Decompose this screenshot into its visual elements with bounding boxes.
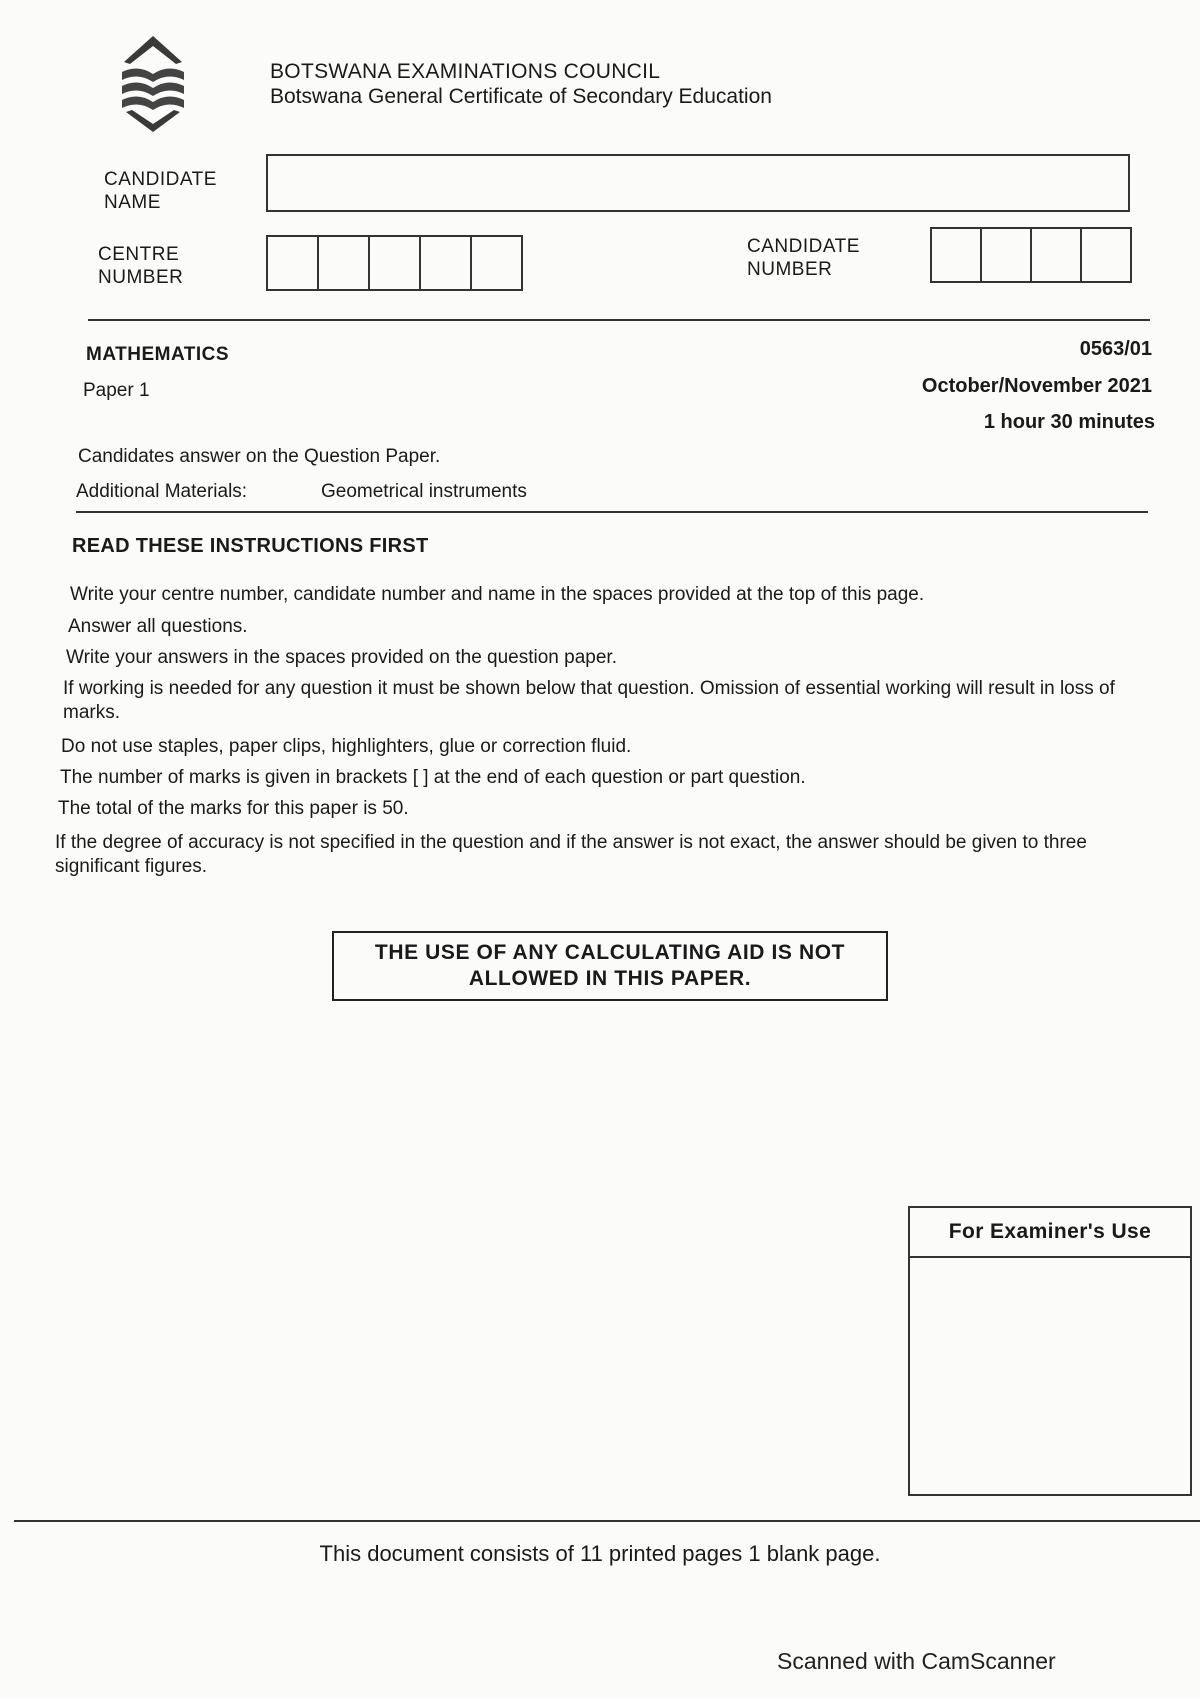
digit-box[interactable] [268, 237, 319, 289]
exam-duration: 1 hour 30 minutes [983, 411, 1155, 433]
page-count-note: This document consists of 11 printed pages 1 blank page. [319, 1541, 881, 1566]
digit-box[interactable] [421, 237, 472, 289]
centre-number-label: CENTRE NUMBER [98, 244, 184, 288]
candidate-number-label: CANDIDATE NUMBER [747, 236, 860, 280]
digit-box[interactable] [472, 237, 521, 289]
digit-box[interactable] [370, 237, 421, 289]
certificate-name: Botswana General Certificate of Secondary Education [270, 85, 772, 108]
paper-number: Paper 1 [83, 380, 150, 401]
instruction-line: The number of marks is given in brackets [ ] at the end of each question or part question. [60, 767, 806, 788]
camscanner-watermark: Scanned with CamScanner [777, 1648, 1056, 1674]
divider [88, 319, 1150, 321]
additional-materials-value: Geometrical instruments [321, 481, 527, 502]
instruction-line: Write your answers in the spaces provided on the question paper. [66, 647, 617, 668]
instruction-line: The total of the marks for this paper is 50. [58, 798, 409, 819]
digit-box[interactable] [1032, 229, 1082, 281]
examiner-use-box [908, 1206, 1192, 1496]
candidate-name-label: CANDIDATE NAME [104, 169, 217, 213]
answer-on-note: Candidates answer on the Question Paper. [78, 446, 441, 467]
syllabus-code: 0563/01 [1079, 338, 1152, 360]
digit-box[interactable] [982, 229, 1032, 281]
candidate-name-field[interactable] [266, 154, 1130, 212]
candidate-number-field[interactable] [930, 227, 1132, 283]
council-name: BOTSWANA EXAMINATIONS COUNCIL [270, 60, 661, 83]
centre-number-field[interactable] [266, 235, 523, 291]
examiner-use-title: For Examiner's Use [910, 1208, 1190, 1258]
subject-title: MATHEMATICS [86, 344, 230, 365]
digit-box[interactable] [932, 229, 982, 281]
instructions-heading: READ THESE INSTRUCTIONS FIRST [72, 535, 429, 557]
bec-logo-icon [112, 34, 194, 134]
digit-box[interactable] [1082, 229, 1130, 281]
additional-materials-label: Additional Materials: [76, 481, 248, 502]
instruction-line: If the degree of accuracy is not specified in the question and if the answer is not exact, the answer should be given to three significant figures. [55, 832, 1087, 877]
instruction-line: Answer all questions. [68, 616, 248, 637]
exam-session: October/November 2021 [921, 375, 1152, 397]
instruction-line: Write your centre number, candidate number and name in the spaces provided at the top of this page. [70, 584, 925, 605]
divider [14, 1520, 1200, 1522]
instruction-line: If working is needed for any question it must be shown below that question. Omission of essential working will result in loss of marks. [63, 678, 1115, 723]
digit-box[interactable] [319, 237, 370, 289]
instruction-line: Do not use staples, paper clips, highlighters, glue or correction fluid. [61, 736, 632, 757]
calculator-notice: THE USE OF ANY CALCULATING AID IS NOT ALLOWED IN THIS PAPER. [332, 931, 888, 1001]
divider [76, 511, 1148, 513]
